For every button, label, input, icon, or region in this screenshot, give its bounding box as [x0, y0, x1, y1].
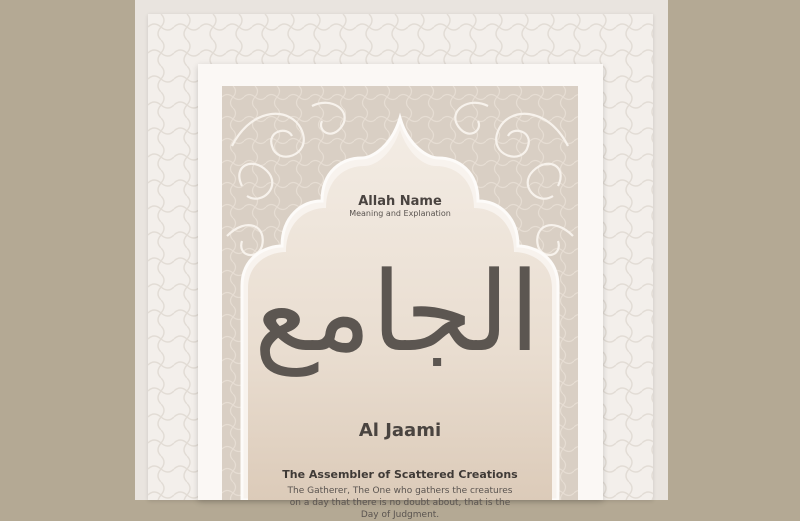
meaning-description: The Gatherer, The One who gathers the creatures on a day that there is no doubt about, that is the Day of Judgment.	[287, 486, 513, 520]
meaning-title: The Assembler of Scattered Creations	[282, 468, 518, 481]
arabic-calligraphy: الجامع	[253, 248, 540, 376]
header-subtitle: Meaning and Explanation	[349, 209, 451, 218]
name-transliteration: Al Jaami	[358, 420, 442, 441]
header-title: Allah Name	[358, 194, 442, 209]
